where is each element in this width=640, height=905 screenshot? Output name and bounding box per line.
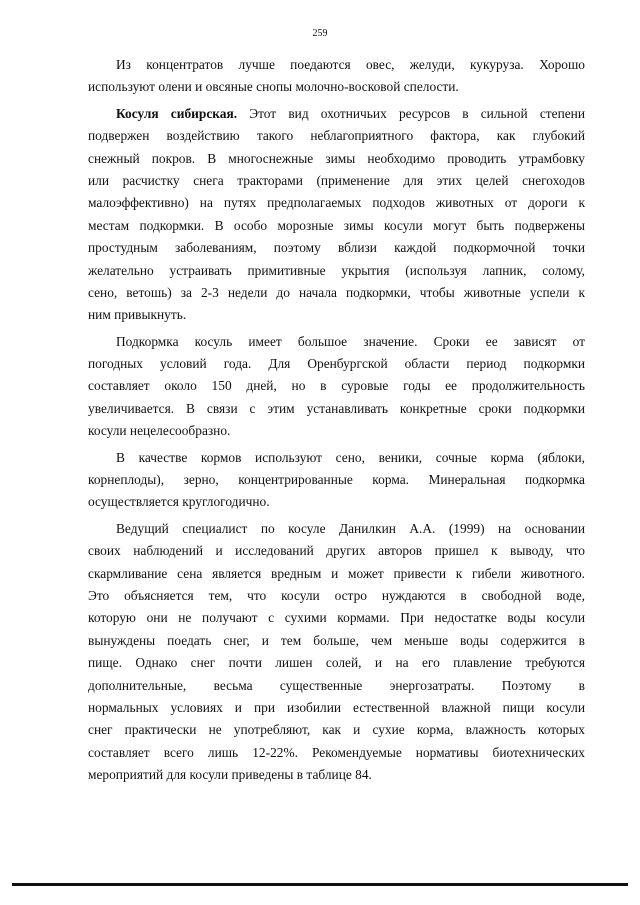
text-line: вынуждены поедать снег, и тем больше, чем меньше воды содержится в: [88, 632, 585, 648]
text-line: нормальных условиях и при изобилии естественной влажной пищи косули: [88, 699, 585, 715]
text-line: В качестве кормов используют сено, веники, сочные корма (яблоки,: [116, 449, 585, 465]
text-line: Ведущий специалист по косуле Данилкин А.А. (1999) на основании: [116, 520, 585, 536]
text-line: ним привыкнуть.: [88, 307, 187, 323]
text-line: малоэффективно) на путях предполагаемых подходов животных от дороги к: [88, 195, 585, 211]
text-line: [88, 103, 585, 125]
paragraph-danilkin: [88, 518, 585, 787]
bottom-rule: [12, 883, 628, 886]
text-line: снежный покров. В многоснежные зимы необходимо проводить утрамбовку: [88, 150, 585, 166]
page-number: 259: [312, 28, 328, 39]
text-line: дополнительные, весьма существенные энергозатраты. Поэтому в: [88, 677, 585, 693]
text-line: подвержен воздействию такого неблагоприятного фактора, как глубокий: [88, 128, 585, 144]
text-line: своих наблюдений и исследований других авторов пришел к выводу, что: [88, 543, 585, 559]
section-heading: Косуля сибирская.: [116, 105, 238, 121]
text-line: желательно устраивать примитивные укрытия (используя лапник, солому,: [88, 262, 585, 278]
text-line: или расчистку снега тракторами (применение для этих целей снегоходов: [88, 172, 585, 188]
text-line: увеличивается. В связи с этим устанавливать конкретные сроки подкормки: [88, 400, 585, 416]
text-line: осуществляется круглогодично.: [88, 494, 270, 510]
paragraph-siberian-roe-deer: [88, 103, 585, 327]
text-line: мероприятий для косули приведены в таблице 84.: [88, 767, 372, 783]
document-body: [88, 54, 585, 791]
text-line: корнеплоды), зерно, концентрированные корма. Минеральная подкормка: [88, 472, 585, 488]
text-line: Подкормка косуль имеет большое значение. Сроки ее зависят от: [116, 333, 585, 349]
text-line: составляет около 150 дней, но в суровые годы ее продолжительность: [88, 378, 585, 394]
text-line: скармливание сена является вредным и может привести к гибели животного.: [88, 565, 585, 581]
paragraph-feed-types: [88, 447, 585, 514]
text-line: сено, ветошь) за 2-3 недели до начала подкормки, чтобы животные успели к: [88, 284, 585, 300]
text-line-rest: Этот вид охотничьих ресурсов в сильной степени: [237, 105, 585, 121]
text-line: которую они не получают с сухими кормами. При недостатке воды косули: [88, 610, 585, 626]
text-line: снег практически не употребляют, как и сухие корма, влажность которых: [88, 722, 585, 738]
text-line: используют олени и овсяные снопы молочно-восковой спелости.: [88, 79, 459, 95]
text-line: простудным заболеваниям, поэтому вблизи каждой подкормочной точки: [88, 240, 585, 256]
text-line: местам подкормки. В особо морозные зимы косули могут быть подвержены: [88, 217, 585, 233]
text-line: Из концентратов лучше поедаются овес, желуди, кукуруза. Хорошо: [116, 57, 585, 72]
text-line: Это объясняется тем, что косули остро нуждаются в свободной воде,: [88, 587, 585, 603]
paragraph-feeding-period: [88, 331, 585, 443]
paragraph-concentrates: [88, 54, 585, 99]
text-line: косули нецелесообразно.: [88, 423, 231, 439]
text-line: составляет всего лишь 12-22%. Рекомендуемые нормативы биотехнических: [88, 744, 585, 760]
text-line: погодных условий года. Для Оренбургской области период подкормки: [88, 356, 585, 372]
text-line: пище. Однако снег почти лишен солей, и на его плавление требуются: [88, 655, 585, 671]
